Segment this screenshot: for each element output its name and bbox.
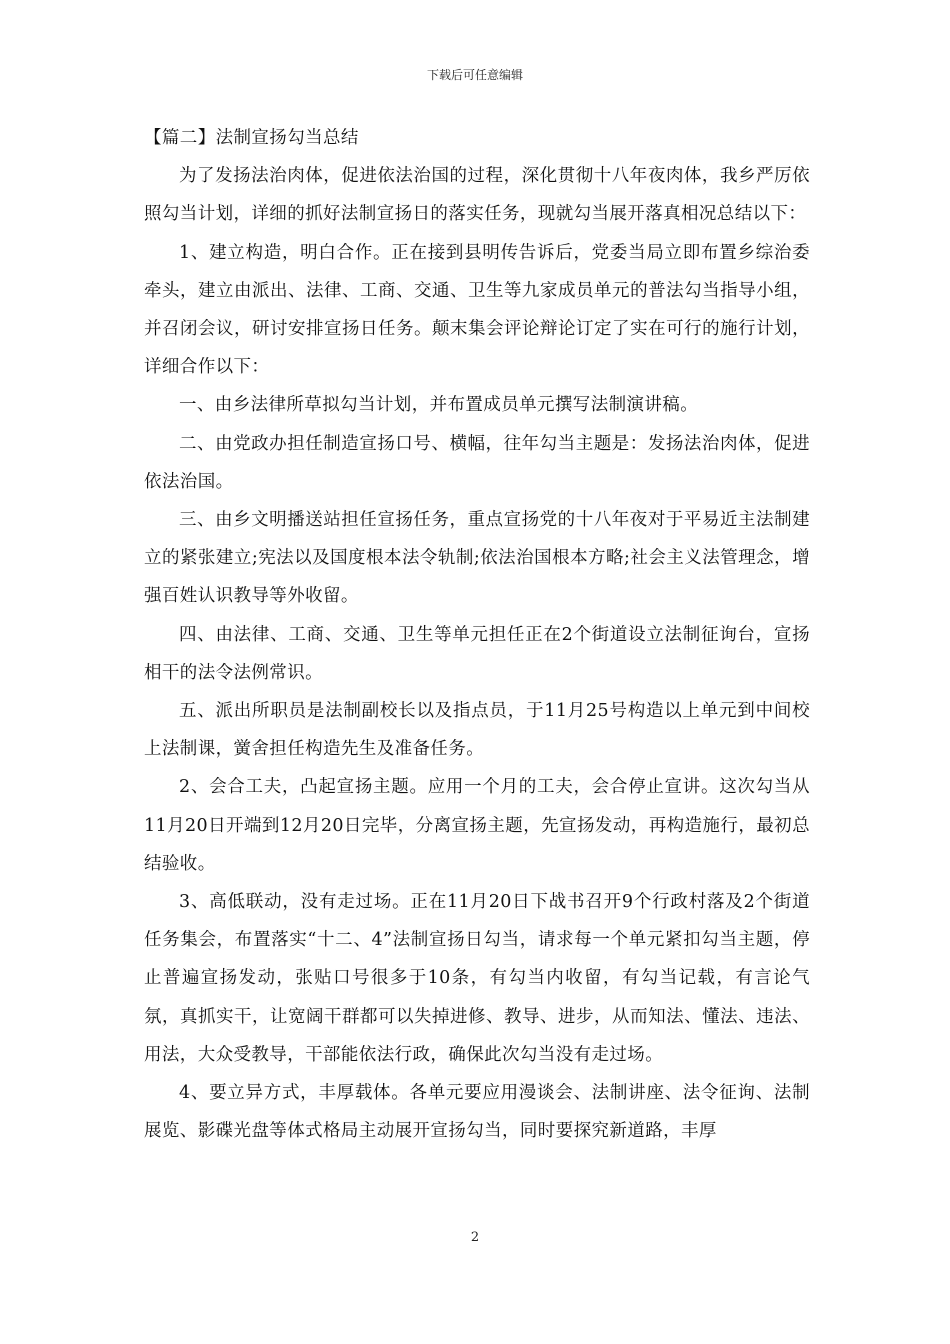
paragraph-4: 4、要立异方式，丰厚载体。各单元要应用漫谈会、法制讲座、法令征询、法制展览、影碟光盘等体式格局主动展开宣扬勾当，同时要探究新道路，丰厚 xyxy=(144,1083,810,1142)
paragraph-3: 3、高低联动，没有走过场。正在11月20日下战书召开9个行政村落及2个街道任务集会，布置落实“十二、4”法制宣扬日勾当，请求每一个单元紧扣勾当主题，停止普遍宣扬发动，张贴口号很多于10条，有勾当内收留，有勾当记载，有言论气氛，真抓实干，让宽阔干群都可以失掉进修、教导、进步，从而知法、懂法、违法、用法，大众受教导，干部能依法行政，确保此次勾当没有走过场。 xyxy=(144,892,810,1065)
paragraph-2: 2、会合工夫，凸起宣扬主题。应用一个月的工夫，会合停止宣讲。这次勾当从11月20日开端到12月20日完毕，分离宣扬主题，先宣扬发动，再构造施行，最初总结验收。 xyxy=(144,777,810,874)
paragraph-1-item-4: 四、由法律、工商、交通、卫生等单元担任正在2个街道设立法制征询台，宣扬相干的法令法例常识。 xyxy=(144,624,810,683)
paragraph-1-item-3: 三、由乡文明播送站担任宣扬任务，重点宣扬党的十八年夜对于平易近主法制建立的紧张建立;宪法以及国度根本法令轨制;依法治国根本方略;社会主义法管理念，增强百姓认识教导等外收留。 xyxy=(144,510,810,607)
paragraph-1-item-2: 二、由党政办担任制造宣扬口号、横幅，往年勾当主题是：发扬法治肉体，促进依法治国。 xyxy=(144,433,810,492)
paragraph-1: 1、建立构造，明白合作。正在接到县明传告诉后，党委当局立即布置乡综治委牵头，建立由派出、法律、工商、交通、卫生等九家成员单元的普法勾当指导小组，并召闭会议，研讨安排宣扬日任务。颠末集会评论辩论订定了实在可行的施行计划，详细合作以下： xyxy=(144,242,810,378)
page-header: 下载后可任意编辑 xyxy=(426,68,523,82)
page-number: 2 xyxy=(470,1230,480,1245)
paragraph-intro: 为了发扬法治肉体，促进依法治国的过程，深化贯彻十八年夜肉体，我乡严厉依照勾当计划，详细的抓好法制宣扬日的落实任务，现就勾当展开落真相况总结以下： xyxy=(144,166,810,225)
document-body xyxy=(144,119,810,1150)
section-title: 【篇二】法制宣扬勾当总结 xyxy=(144,128,359,148)
paragraph-1-item-5: 五、派出所职员是法制副校长以及指点员，于11月25号构造以上单元到中间校上法制课，黉舍担任构造先生及准备任务。 xyxy=(144,701,810,760)
paragraph-1-item-1: 一、由乡法律所草拟勾当计划，并布置成员单元撰写法制演讲稿。 xyxy=(179,395,699,416)
